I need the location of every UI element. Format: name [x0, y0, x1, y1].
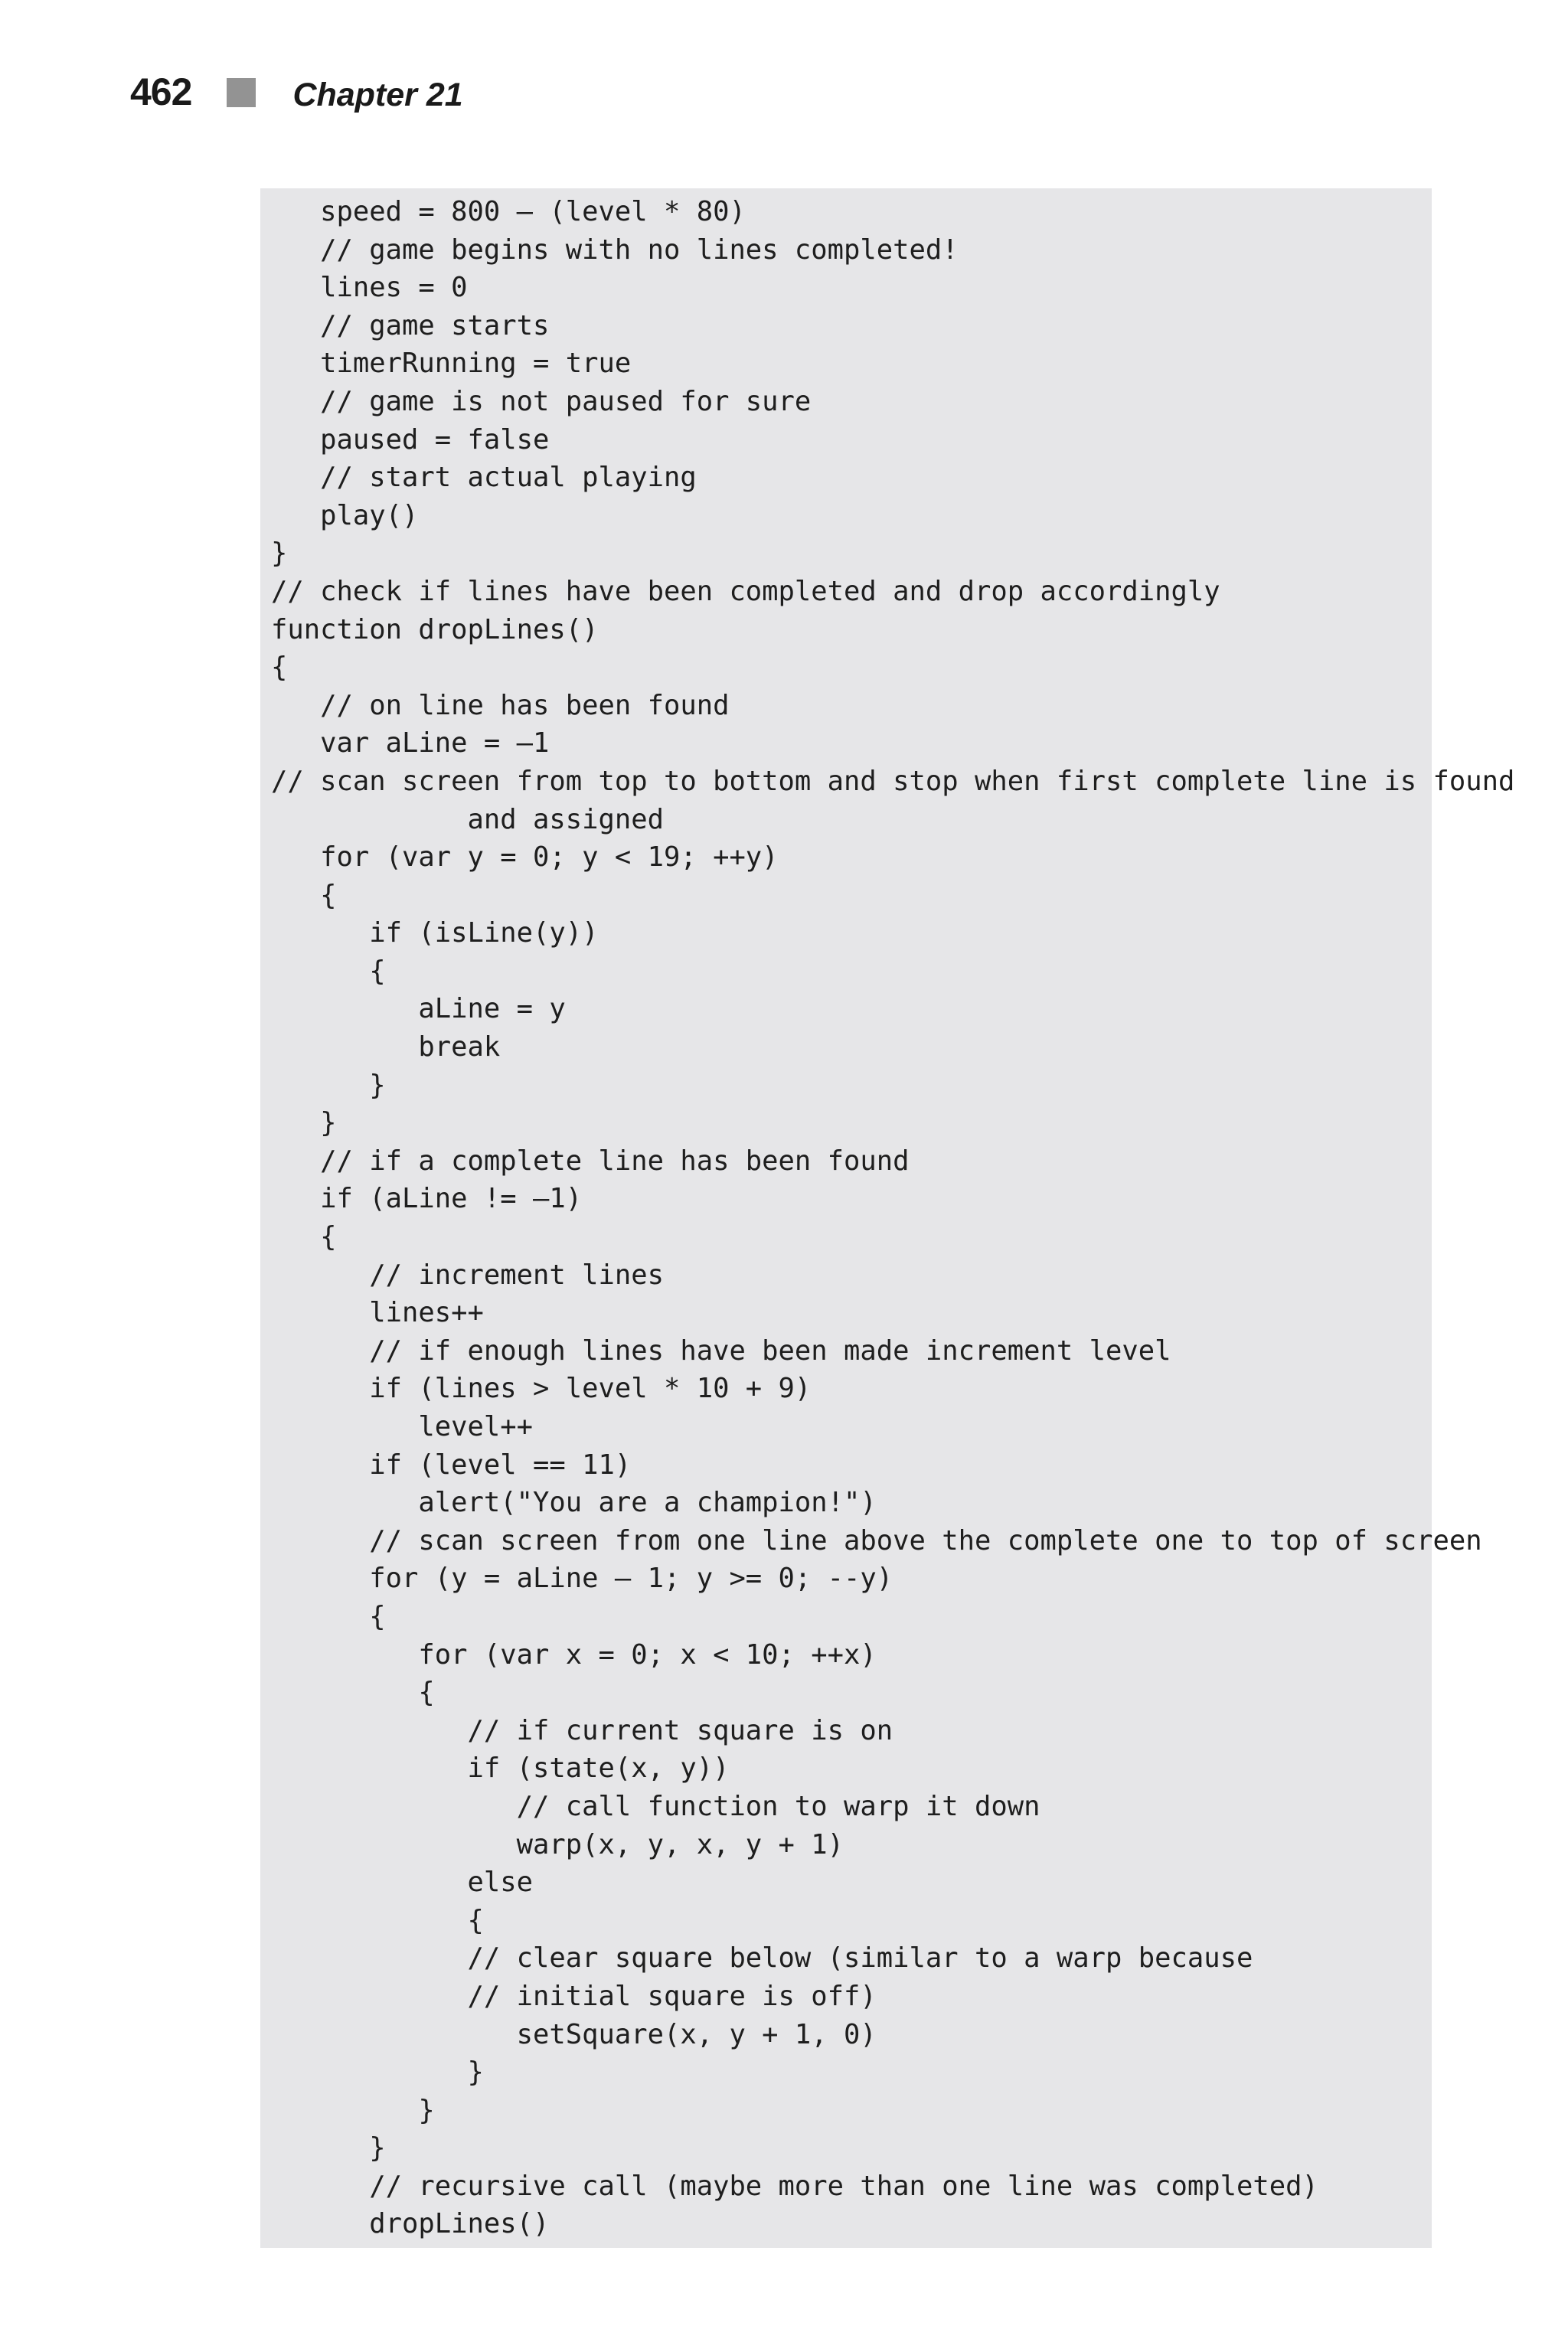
- code-line: // scan screen from top to bottom and stop when first complete line is found: [271, 765, 1515, 797]
- code-line: {: [271, 1677, 435, 1709]
- code-line: speed = 800 – (level * 80): [271, 196, 746, 227]
- code-line: // initial square is off): [271, 1980, 877, 2012]
- code-line: // if a complete line has been found: [271, 1145, 910, 1177]
- code-line: lines = 0: [271, 272, 468, 304]
- code-line: paused = false: [271, 423, 550, 456]
- code-line: // on line has been found: [271, 689, 730, 721]
- code-line: }: [271, 537, 288, 570]
- code-line: }: [271, 1107, 337, 1139]
- code-line: }: [271, 1069, 386, 1101]
- code-line: for (var x = 0; x < 10; ++x): [271, 1638, 877, 1671]
- code-line: if (state(x, y)): [271, 1753, 730, 1785]
- code-line: // start actual playing: [271, 462, 697, 494]
- code-line: // increment lines: [271, 1259, 664, 1291]
- code-line: // game is not paused for sure: [271, 385, 812, 417]
- code-line: var aLine = –1: [271, 727, 550, 760]
- header-square-marker: [227, 78, 256, 107]
- code-line: play(): [271, 499, 419, 531]
- code-lines: [271, 193, 1514, 2243]
- code-line: function dropLines(): [271, 613, 599, 645]
- code-line: alert("You are a champion!"): [271, 1487, 877, 1519]
- code-line: level++: [271, 1411, 533, 1442]
- code-line: {: [271, 955, 386, 987]
- code-line: dropLines(): [271, 2208, 550, 2240]
- code-line: {: [271, 1904, 484, 1936]
- code-line: warp(x, y, x, y + 1): [271, 1828, 844, 1860]
- code-line: // game begins with no lines completed!: [271, 234, 959, 266]
- code-line: {: [271, 1221, 337, 1253]
- code-line: // recursive call (maybe more than one line was completed): [271, 2170, 1318, 2202]
- code-line: else: [271, 1867, 533, 1899]
- chapter-title: Chapter 21: [292, 76, 463, 113]
- code-line: if (aLine != –1): [271, 1183, 583, 1215]
- code-line: if (isLine(y)): [271, 917, 599, 949]
- page-header: [130, 64, 463, 119]
- code-line: timerRunning = true: [271, 348, 632, 380]
- code-line: // game starts: [271, 309, 550, 341]
- code-line: {: [271, 652, 288, 684]
- code-line: // call function to warp it down: [271, 1790, 1040, 1822]
- code-line: for (y = aLine – 1; y >= 0; --y): [271, 1563, 893, 1595]
- code-line: {: [271, 879, 337, 911]
- code-line: }: [271, 2056, 484, 2089]
- code-line: for (var y = 0; y < 19; ++y): [271, 841, 779, 874]
- code-line: // scan screen from one line above the complete one to top of screen: [271, 1524, 1482, 1557]
- code-line: // if current square is on: [271, 1714, 893, 1746]
- code-line: // check if lines have been completed and drop accordingly: [271, 575, 1220, 607]
- code-line: break: [271, 1031, 501, 1063]
- code-line: // clear square below (similar to a warp because: [271, 1942, 1253, 1975]
- code-line: aLine = y: [271, 993, 566, 1025]
- code-line: and assigned: [271, 803, 664, 835]
- page-number: 462: [130, 70, 192, 113]
- code-line: }: [271, 2132, 386, 2164]
- code-line: setSquare(x, y + 1, 0): [271, 2018, 877, 2050]
- code-line: lines++: [271, 1297, 484, 1329]
- code-listing: [260, 188, 1515, 2248]
- code-line: if (lines > level * 10 + 9): [271, 1373, 812, 1405]
- code-line: }: [271, 2094, 435, 2126]
- code-line: if (level == 11): [271, 1449, 632, 1481]
- code-line: {: [271, 1600, 386, 1632]
- code-line: // if enough lines have been made increment level: [271, 1334, 1171, 1367]
